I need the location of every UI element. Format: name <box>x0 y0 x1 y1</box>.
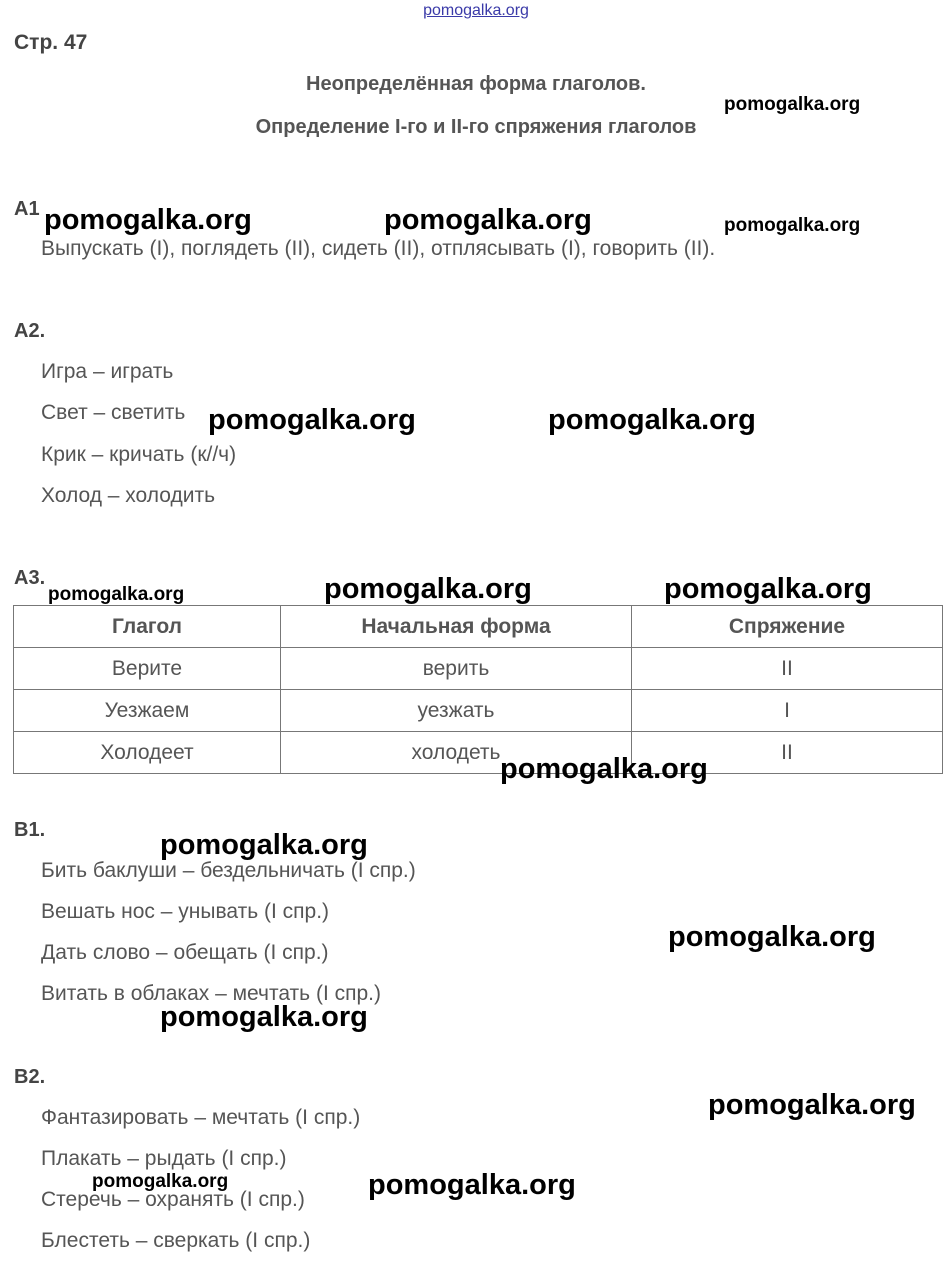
watermark: pomogalka.org <box>708 1089 916 1121</box>
header-conjugation: Спряжение <box>632 606 943 648</box>
table-cell: холодеть <box>281 732 632 774</box>
a2-line-4: Холод – холодить <box>41 484 216 507</box>
header-verb: Глагол <box>14 606 281 648</box>
site-mark: pomogalka.org <box>423 2 529 19</box>
conjugation-table <box>13 605 943 774</box>
table-cell: Холодеет <box>14 732 281 774</box>
section-b2-label: В2. <box>14 1066 46 1088</box>
a2-line-2: Свет – светить <box>41 401 186 424</box>
watermark: pomogalka.org <box>92 1171 229 1192</box>
table-row <box>14 648 943 690</box>
watermark: pomogalka.org <box>324 573 532 605</box>
watermark: pomogalka.org <box>500 753 708 785</box>
table-cell: II <box>632 648 943 690</box>
table-cell: Уезжаем <box>14 690 281 732</box>
watermark: pomogalka.org <box>160 1001 368 1033</box>
table-cell: верить <box>281 648 632 690</box>
b1-line-3: Дать слово – обещать (I спр.) <box>41 941 329 964</box>
b2-line-2: Плакать – рыдать (I спр.) <box>41 1147 287 1170</box>
b1-line-1: Бить баклуши – бездельничать (I спр.) <box>41 859 416 882</box>
page-number: Стр. 47 <box>14 31 88 54</box>
watermark: pomogalka.org <box>44 204 252 236</box>
b2-line-1: Фантазировать – мечтать (I спр.) <box>41 1106 361 1129</box>
section-a1-label: А1 <box>14 198 40 220</box>
table-cell: уезжать <box>281 690 632 732</box>
table-header-row <box>14 606 943 648</box>
title-line-1: Неопределённая форма глаголов. <box>306 73 646 95</box>
watermark: pomogalka.org <box>368 1169 576 1201</box>
b1-line-2: Вешать нос – унывать (I спр.) <box>41 900 330 923</box>
section-a2-label: А2. <box>14 320 46 342</box>
a2-line-1: Игра – играть <box>41 360 174 383</box>
watermark: pomogalka.org <box>548 404 756 436</box>
watermark: pomogalka.org <box>384 204 592 236</box>
watermark: pomogalka.org <box>48 584 185 605</box>
b1-line-4: Витать в облаках – мечтать (I спр.) <box>41 982 381 1005</box>
table-cell: II <box>632 732 943 774</box>
watermark: pomogalka.org <box>208 404 416 436</box>
a2-line-3: Крик – кричать (к//ч) <box>41 443 237 466</box>
watermark: pomogalka.org <box>724 215 861 236</box>
title-line-2: Определение I-го и II-го спряжения глаголов <box>255 116 697 138</box>
watermark: pomogalka.org <box>664 573 872 605</box>
section-a1-text: Выпускать (I), поглядеть (II), сидеть (II), отплясывать (I), говорить (II). <box>41 237 716 260</box>
table-cell: I <box>632 690 943 732</box>
b2-line-3: Стеречь – охранять (I спр.) <box>41 1188 305 1211</box>
section-a3-label: А3. <box>14 567 46 589</box>
table-cell: Верите <box>14 648 281 690</box>
section-b1-label: В1. <box>14 819 46 841</box>
watermark: pomogalka.org <box>668 921 876 953</box>
header-initial-form: Начальная форма <box>281 606 632 648</box>
b2-line-4: Блестеть – сверкать (I спр.) <box>41 1229 311 1252</box>
watermark: pomogalka.org <box>724 94 861 115</box>
table-row <box>14 690 943 732</box>
watermark: pomogalka.org <box>160 829 368 861</box>
table-row <box>14 732 943 774</box>
